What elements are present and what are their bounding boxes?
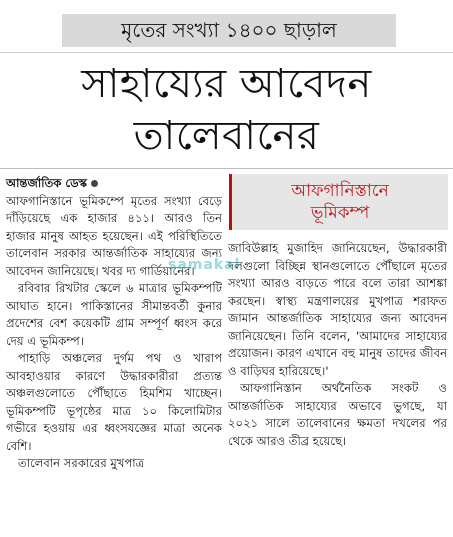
dateline: আন্তর্জাতিক ডেস্ক <box>6 176 88 190</box>
paragraph: তালেবান সরকারের মুখপাত্র <box>18 456 145 470</box>
headline-line-2: তালেবানের <box>133 113 320 159</box>
callout-label: আফগানিস্তানে ভূমিকম্প <box>291 181 389 223</box>
paragraph: জাবিউল্লাহ মুজাহিদ জানিয়েছেন, উদ্ধারকারী দলগুলো বিচ্ছিন্ন স্থানগুলোতে পৌঁছালে মৃতের সংখ্যা আরও বাড়তে পারে বলে তারা আশঙ্কা করছেন। স্বাস্থ্য মন্ত্রণালয়ের মুখপাত্র শরাফত জামান আন্তর্জাতিক সাহায্যের জন্য আবেদন জানিয়েছেন। তিনি বলেন, 'আমাদের সাহায্যের প্রয়োজন। কারণ এখানে বহু মানুষ তাদের জীবন ও বাড়িঘর হারিয়েছে।' <box>228 241 447 378</box>
kicker-band <box>0 0 453 53</box>
headline <box>0 58 453 162</box>
paragraph: আফগানিস্তান অর্থনৈতিক সংকট ও আন্তর্জাতিক সাহায্যের অভাবে ভুগছে, যা ২০২১ সালে তালেবানের ক্ষমতা দখলের পর থেকে আরও তীব্র হয়েছে। <box>228 381 447 448</box>
paragraph: আফগানিস্তানে ভূমিকম্পে মৃতের সংখ্যা বেড়ে দাঁড়িয়েছে এক হাজার ৪১১। আরও তিন হাজার মানুষ আহত হয়েছেন। এই পরিস্থিতিতে তালেবান সরকার আন্তর্জাতিক সাহায্যের জন্য আবেদন জানিয়েছে। খবর দ্য গার্ডিয়ানের। <box>6 193 222 278</box>
right-column <box>228 240 447 450</box>
paragraph: রবিবার রিখটার স্কেলে ৬ মাত্রার ভূমিকম্পটি আঘাত হানে। পাকিস্তানের সীমান্তবর্তী কুনার প্রদেশের বেশ কয়েকটি গ্রাম সম্পূর্ণ ধ্বংস করে দেয় এ ভূমিকম্প। <box>6 281 222 348</box>
headline-line-1: সাহায্যের আবেদন <box>81 61 372 107</box>
bullet-icon <box>91 180 98 187</box>
topic-callout <box>229 174 448 230</box>
kicker: মৃতের সংখ্যা ১৪০০ ছাড়াল <box>62 14 396 47</box>
paragraph: পাহাড়ি অঞ্চলের দুর্গম পথ ও খারাপ আবহাওয়ার কারণে উদ্ধারকারীরা প্রত্যন্ত অঞ্চলগুলোতে পৌঁছাতে হিমশিম খাচ্ছেন। ভূমিকম্পটি ভূপৃষ্ঠের মাত্র ১০ কিলোমিটার গভীরে হওয়ায় এর ধ্বংসযজ্ঞের মাত্রা অনেক বেশি। <box>6 351 222 453</box>
left-column <box>6 175 222 473</box>
divider <box>0 168 453 169</box>
watermark: samakal <box>168 257 241 273</box>
